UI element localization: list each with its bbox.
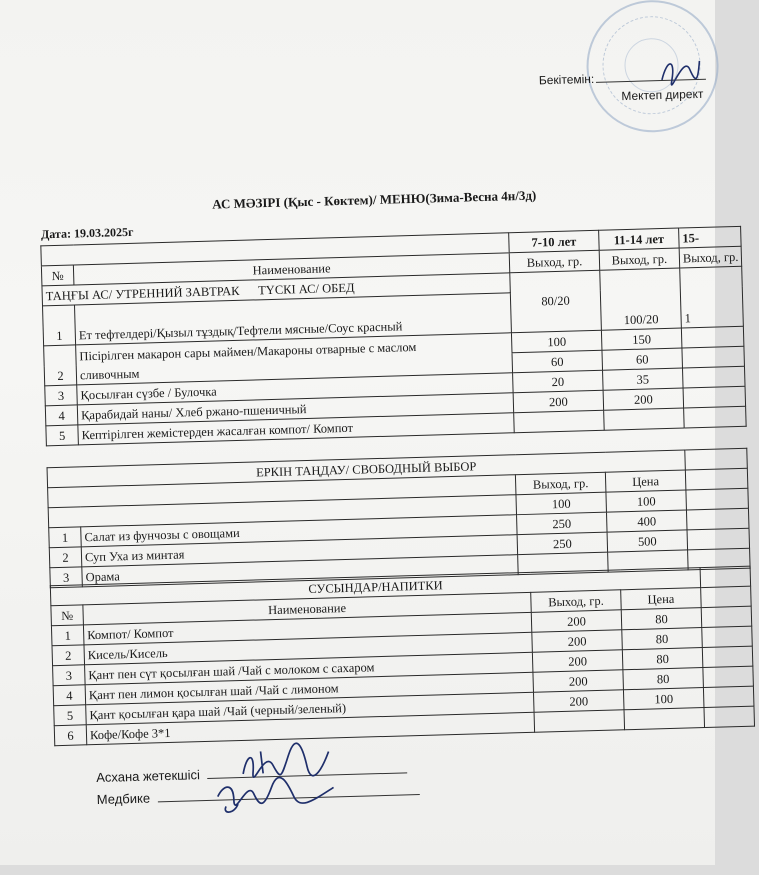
drinks-table [50, 566, 755, 747]
row-3-v2: 35 [603, 368, 684, 390]
dr-row-3-price: 80 [622, 648, 703, 670]
row-2-no: 2 [44, 345, 77, 386]
dr-row-5-name: Қант қосылған қара шай /Чай (черный/зеленый) [86, 692, 534, 725]
dr-row-6-output [534, 710, 625, 733]
fc-row-2-no: 2 [49, 547, 82, 568]
handwritten-signatures [202, 741, 364, 817]
director-label: Мектеп директ [621, 86, 704, 104]
col-output-1: Выход, гр. [509, 250, 600, 273]
dr-col-price: Цена [621, 588, 702, 610]
fc-row-1-price: 400 [606, 510, 687, 532]
fc-col-output: Выход, гр. [515, 472, 606, 495]
dr-col-output: Выход, гр. [531, 590, 622, 613]
row-5-v3 [684, 406, 747, 428]
dr-row-3-name: Қант пен сүт қосылған шай /Чай с молоком с сахаром [85, 652, 533, 685]
row-1-name: Ет тефтелдері/Қызыл тұздық/Тефтели мясные/Соус красный [74, 293, 511, 345]
row-3-v3 [682, 366, 745, 388]
free-choice-table [47, 448, 751, 589]
fc-first-price: 100 [606, 490, 687, 512]
dr-row-1-name: Компот/ Компот [83, 612, 531, 645]
row-4-v1: 200 [513, 390, 604, 413]
row-4-v3 [683, 386, 746, 408]
dr-col-no: № [51, 605, 84, 626]
dr-row-2-name: Кисель/Кисель [84, 632, 532, 665]
row-1-v3: 1 [680, 266, 744, 328]
row-2-v1b: 60 [512, 350, 603, 373]
dr-row-4-price: 80 [623, 668, 704, 690]
page-title: АС МӘЗІРІ (Қыс - Көктем)/ МЕНЮ(Зима-Весна 4н/3д) [212, 187, 537, 212]
dr-row-1-no: 1 [51, 625, 84, 646]
row-2-v2: 150 [601, 328, 682, 350]
age-group-3: 15- [679, 226, 742, 248]
row-2-name: Пісірілген макарон сары маймен/Макароны отварные с маслом [76, 333, 512, 365]
row-4-v2: 200 [603, 388, 684, 410]
dr-row-5-price: 100 [623, 688, 704, 710]
row-2-name-cont: сливочным [76, 353, 512, 385]
dr-row-4-name: Қант пен лимон қосылған шай /Чай с лимоном [85, 672, 533, 705]
meal-section-label: ТАҢҒЫ АС/ УТРЕННИЙ ЗАВТРАК ТҮСКІ АС/ ОБЕД [42, 273, 510, 306]
row-5-v2 [604, 408, 685, 430]
fc-row-1-name: Салат из фунчозы с овощами [81, 515, 517, 547]
dr-row-6-name: Кофе/Кофе 3*1 [86, 712, 534, 745]
nurse-label: Медбике [96, 790, 151, 808]
row-5-v1 [514, 410, 605, 433]
row-2-v1: 100 [511, 330, 602, 353]
menu-date: Дата: 19.03.2025г [40, 224, 134, 242]
col-no: № [41, 265, 74, 286]
cook-label: Асхана жетекшісі [95, 767, 201, 786]
age-group-2: 11-14 лет [599, 228, 680, 250]
dr-row-3-output: 200 [532, 650, 623, 673]
dr-row-4-output: 200 [533, 670, 624, 693]
row-1-no: 1 [43, 305, 76, 346]
row-2-v2b: 60 [602, 348, 683, 370]
free-choice-title: ЕРКІН ТАҢДАУ/ СВОБОДНЫЙ ВЫБОР [47, 450, 685, 488]
fc-row-2-output: 250 [517, 532, 608, 555]
row-5-name: Кептірілген жемістерден жасалған компот/ Компот [78, 413, 514, 445]
dr-row-6-price [624, 708, 705, 730]
dr-row-1-output: 200 [531, 610, 622, 633]
row-4-no: 4 [45, 405, 78, 426]
fc-row-2-price: 500 [607, 530, 688, 552]
row-1-v1: 80/20 [510, 270, 602, 332]
fc-row-1-output: 250 [517, 512, 608, 535]
director-signature [653, 49, 704, 90]
row-2-v3 [681, 326, 744, 348]
row-4-name: Қарабидай наны/ Хлеб ржано-пшеничный [77, 393, 513, 425]
col-name: Наименование [73, 253, 509, 285]
fc-row-3-no: 3 [50, 567, 83, 588]
dr-row-2-output: 200 [532, 630, 623, 653]
row-1-v2: 100/20 [600, 268, 682, 330]
fc-first-output: 100 [516, 492, 607, 515]
dr-row-5-no: 5 [54, 705, 87, 726]
dr-row-2-no: 2 [52, 645, 85, 666]
dr-row-5-output: 200 [533, 690, 624, 713]
dr-row-1-price: 80 [621, 608, 702, 630]
fc-row-2-name: Суп Уха из минтая [81, 535, 517, 567]
dr-row-2-price: 80 [622, 628, 703, 650]
row-3-v1: 20 [513, 370, 604, 393]
dr-row-6-no: 6 [54, 725, 87, 746]
col-output-2: Выход, гр. [599, 248, 680, 270]
fc-col-price: Цена [605, 470, 686, 492]
row-5-no: 5 [46, 425, 79, 446]
col-output-3: Выход, гр. [679, 246, 742, 268]
fc-row-1-no: 1 [49, 527, 82, 548]
fc-row-3-name: Орама [82, 555, 518, 587]
drinks-title: СУСЫНДАР/НАПИТКИ [50, 568, 700, 606]
approve-label: Бекітемін: [538, 71, 595, 88]
dr-col-name: Наименование [83, 592, 531, 625]
age-group-1: 7-10 лет [509, 230, 600, 253]
main-menu-table [40, 226, 746, 446]
dr-row-3-no: 3 [53, 665, 86, 686]
dr-row-4-no: 4 [53, 685, 86, 706]
row-3-name: Қосылған сүзбе / Булочка [77, 373, 513, 405]
row-3-no: 3 [45, 385, 78, 406]
